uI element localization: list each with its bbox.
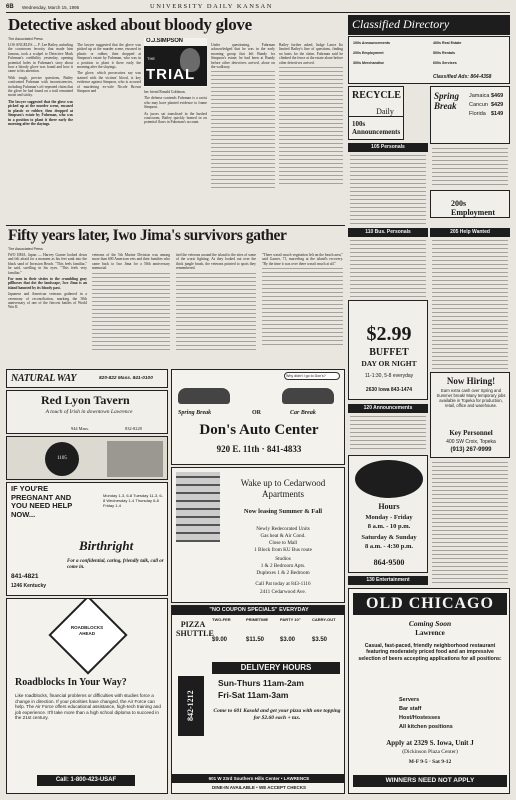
- personals-header: 105 Personals: [348, 143, 428, 152]
- dons-auto-ad[interactable]: [171, 369, 345, 465]
- ad-block-right: [107, 441, 163, 477]
- now-hiring-body: Earn extra cash over Spring and Summer break! Many temporary jobs available in Topeka for production, retail, office and warehouse.: [436, 388, 506, 408]
- story-divider: [6, 225, 345, 226]
- walk-in-ad[interactable]: [348, 455, 428, 573]
- walk-in-logo-icon: [355, 460, 423, 498]
- birthright-phone: 841-4821: [11, 573, 39, 580]
- story1-headline: Detective asked about bloody glove: [8, 15, 252, 34]
- help-wanted-header: 205 Help Wanted: [430, 228, 510, 237]
- story1-col1: [8, 43, 73, 223]
- story1-body7: As jurors sat transfixed in the hushed courtroom, Bailey quickly homed in on potential flaws in Fuhrman's account.: [144, 111, 207, 125]
- spring-row-1-place: Cancun: [469, 102, 488, 108]
- special-2-label: PARTY 10": [280, 617, 301, 622]
- key-personnel-ad[interactable]: [430, 372, 510, 458]
- story1-credit: The Associated Press: [8, 37, 43, 41]
- red-lyon-ad[interactable]: [6, 390, 168, 434]
- oj-trial-logo: [144, 38, 207, 87]
- dons-or: OR: [252, 410, 261, 416]
- announcements-120-lines: [350, 416, 426, 450]
- oj-logo-sub: THE: [147, 56, 155, 61]
- old-chicago-position-2: Host/Hostesses: [399, 715, 441, 721]
- announcements-header: [348, 116, 404, 140]
- cedarwood-feature-2: Close to Mall: [268, 540, 298, 546]
- old-chicago-apply-sub: (Dickinson Plaza Center): [402, 749, 458, 755]
- old-chicago-position-1: Bar staff: [399, 706, 422, 712]
- special-0-price: $9.00: [212, 637, 228, 643]
- pizza-buffet-line1: BUFFET: [369, 347, 409, 358]
- shuttle-dine: DINE-IN AVAILABLE • WE ACCEPT CHECKS: [211, 785, 307, 790]
- announcements-120-header: 120 Announcements: [348, 404, 428, 413]
- index-item-5[interactable]: 600s Services: [433, 61, 457, 65]
- now-hiring-title: Now Hiring!: [446, 376, 496, 386]
- now-hiring-address: 400 SW Croix, Topeka: [446, 439, 496, 445]
- story1-body2: With tough, precise questions, Bailey confronted Fuhrman with inconsistencies, including Fuhrman's oft-repeated claim that the glove he had found on a trail remained moist and sticky.: [8, 75, 73, 98]
- story2-col4: [262, 253, 343, 366]
- birthright-address: 1246 Kentucky: [11, 583, 47, 589]
- story1-body5: her friend Ronald Goldman.: [144, 90, 186, 94]
- pizza-buffet-hours: 11-1:30, 5-8 everyday: [364, 373, 414, 379]
- bus-personals-lines: [350, 240, 426, 300]
- building-icon: [176, 472, 220, 542]
- page-date: Wednesday, March 15, 1995: [22, 5, 80, 10]
- shuttle-phone: 842-1212: [178, 676, 204, 736]
- employment-title: 200s Employment: [451, 199, 495, 217]
- special-3-price: $3.50: [312, 637, 328, 643]
- walk-in-weekend-hours: 8 a.m. - 4:30 p.m.: [364, 543, 414, 550]
- now-hiring-phone: (913) 267-9999: [450, 447, 492, 453]
- oj-logo-main: TRIAL: [146, 66, 196, 83]
- spring-row-0-place: Jamaica: [469, 93, 490, 99]
- special-1-price: $11.50: [246, 637, 265, 643]
- story2-credit: The Associated Press: [8, 247, 43, 251]
- story1-body6: The defense contends Fuhrman is a racist who may have planted evidence to frame Simpson.: [144, 96, 207, 110]
- pizza-buffet-phone: 2630 Iowa 843-1474: [365, 387, 413, 393]
- birthright-info: For a confidential, caring, friendly talk, call or come in.: [67, 559, 164, 570]
- ad-badge-1105: 1105: [45, 442, 79, 476]
- old-chicago-body: Casual, fast-paced, friendly neighborhood restaurant featuring moderately priced food and an impressive selection of beers accepting applications for all positions:: [358, 643, 502, 662]
- pizza-buffet-ad[interactable]: [348, 300, 428, 400]
- red-lyon-address: 944 Mass.: [71, 426, 90, 431]
- red-lyon-name: Red Lyon Tavern: [41, 393, 130, 407]
- dons-car-break: Car Break: [290, 410, 316, 416]
- special-3-label: CARRY-OUT: [312, 617, 336, 622]
- dons-phone: 920 E. 11th · 841-4833: [216, 444, 302, 454]
- classified-title: Classified Directory: [352, 17, 450, 31]
- story1-body3: The lawyer suggested that the glove was picked up at the murder scene, encased in plastic or rubber, then dropped at Simpson's estate by Fuhrman, who was in a position to plant it there early the morning after the slayings.: [8, 99, 73, 126]
- spring-break-fineprint: [432, 148, 508, 188]
- spring-row-0-price: $469: [491, 93, 504, 99]
- pizza-buffet-line2: DAY OR NIGHT: [361, 359, 417, 368]
- cedarwood-ad[interactable]: [171, 467, 345, 603]
- entertainment-header: 130 Entertainment: [348, 576, 428, 585]
- story2-col4-text: "There wasn't much vegetation left on the beach area," said Garner, 71, marveling at the island's recovery. "By the time it was over there wasn't much at all.": [262, 253, 343, 266]
- cedarwood-feature-3: 1 Block from KU Bus route: [254, 547, 312, 553]
- red-lyon-phone: 832-8228: [125, 426, 142, 431]
- shuttle-coupon-banner: "NO COUPON SPECIALS" EVERYDAY: [172, 606, 345, 615]
- story1-col3: [211, 43, 275, 223]
- bus-personals-header: 110 Bus. Personals: [348, 228, 428, 237]
- roadblock-headline: Roadblocks In Your Way?: [15, 677, 127, 688]
- walk-in-weekday: Monday - Friday: [365, 514, 413, 521]
- index-item-1[interactable]: 200s Employment: [353, 51, 384, 55]
- shuttle-hours-1: Fri-Sat 11am-3am: [218, 690, 289, 700]
- help-wanted-lines: [432, 240, 508, 370]
- cedarwood-feature-0: Newly Redecorated Units: [256, 526, 310, 532]
- story2-col4-lines: [262, 268, 343, 348]
- recycle-paper: Daily: [376, 107, 394, 116]
- employment-header: [430, 190, 510, 218]
- natural-way-ad[interactable]: [6, 369, 168, 388]
- story1-col4: [279, 43, 343, 223]
- old-chicago-ad[interactable]: [348, 588, 510, 794]
- cedarwood-feature-7: Call Pat today at 843-1116: [255, 581, 311, 587]
- shuttle-name: PIZZA SHUTTLE: [176, 620, 214, 638]
- story2-body3: Japanese and American veterans gathered in a ceremony of reconciliation, marking the 50th anniversary of one of the fiercest battles of World War II.: [8, 292, 87, 310]
- roadblock-sign-icon: [48, 598, 127, 675]
- air-force-cta[interactable]: Call: 1-800-423-USAF: [37, 775, 135, 786]
- walk-in-weekday-hours: 8 a.m. - 10 p.m.: [367, 523, 411, 530]
- index-item-3[interactable]: 400s Real Estate: [433, 41, 462, 45]
- story2-col3-lines: [176, 273, 256, 353]
- story2-col2-text: veterans of the 5th Marine Division was among more than 600 American vets and their families who came back to Iwo Jima for a 50th anniversary memorial.: [92, 253, 170, 271]
- special-0-label: TWO-FER: [212, 617, 231, 622]
- cedarwood-feature-4: Studios: [275, 556, 291, 562]
- old-chicago-footer: WINNERS NEED NOT APPLY: [353, 775, 507, 787]
- story1-col2b: [144, 90, 207, 223]
- index-item-0[interactable]: 100s Announcements: [353, 41, 391, 45]
- story1-col4-lines: [279, 67, 343, 187]
- old-chicago-coming: Coming Soon: [408, 619, 452, 628]
- recycle-word: RECYCLE: [352, 90, 401, 101]
- air-force-ad[interactable]: [6, 598, 168, 794]
- walk-in-weekend: Saturday & Sunday: [361, 534, 417, 541]
- cedarwood-feature-5: 1 & 2 Bedroom Apts.: [260, 563, 306, 569]
- story1-col3-lines: [211, 71, 275, 191]
- dons-name: Don's Auto Center: [199, 422, 319, 438]
- story1-col3-text: Under questioning, Fuhrman acknowledged that he was in the early morning group that left Bundy for Simpson's estate; he had been at Bundy before other detectives arrived, alone on the walkway.: [211, 43, 275, 70]
- dons-spring-break: Spring Break: [178, 410, 212, 416]
- story2-col1: [8, 253, 87, 366]
- oj-logo-name: O.J.SIMPSON: [146, 38, 183, 44]
- story2-lede: IWO JIMA, Japan — Harvey Garner looked down and felt afraid for a moment as his feet sank into the black sand of Invasion Beach. "This feels familiar," he said, swelling in his eyes. "This feels very familiar.": [8, 253, 87, 275]
- oj-logo-panel: [144, 46, 207, 86]
- roadblock-badge: ROADBLOCKS AHEAD: [70, 625, 104, 636]
- birthright-hours: Monday 1-3, 6-8 Tuesday 11-3, 6-8 Wednesday 1-4 Thursday 6-8 Friday 1-4: [103, 493, 163, 508]
- roadblock-body: Like roadblocks, financial problems or difficulties with studies force a change in direction. If your priorities have changed, the Air Force can help. The Air Force offers educational assistance, high-tech training and job experience. It'll take more than a high school diploma to succeed in the 21st century.: [15, 693, 161, 721]
- spring-break-title: Spring Break: [434, 91, 460, 111]
- pizza-shuttle-ad[interactable]: [171, 605, 345, 794]
- car-icon-right: [282, 388, 334, 404]
- walk-in-phone: 864-9500: [373, 558, 405, 567]
- special-2-price: $3.00: [280, 637, 296, 643]
- shuttle-promo: Come to 601 Kasold and get your pizza with one topping for $2.60 each + tax.: [213, 708, 341, 721]
- spring-row-1-price: $429: [491, 102, 504, 108]
- mid-ads-strip: [6, 436, 168, 480]
- story1-body3b: The lawyer suggested that the glove was picked up at the murder scene, encased in plastic or rubber, then dropped at Simpson's estate by Fuhrman, who was in a position to plant it there early the morning after the slayings.: [77, 43, 141, 70]
- shuttle-specials: [212, 617, 344, 647]
- spring-break-ad[interactable]: [430, 86, 510, 144]
- old-chicago-apply: Apply at 2329 S. Iowa, Unit J: [386, 739, 474, 747]
- car-icon-left: [178, 388, 230, 404]
- shuttle-hours-title: DELIVERY HOURS: [212, 662, 340, 674]
- birthright-headline: IF YOU'RE PREGNANT AND YOU NEED HELP NOW...: [11, 484, 73, 519]
- cedarwood-feature-1: Gas heat & Air Cond.: [260, 533, 306, 539]
- announcements-title: 100s Announcements: [352, 120, 401, 136]
- now-hiring-company: Key Personnel: [449, 429, 493, 437]
- cedarwood-headline: Wake up to Cedarwood Apartments: [240, 478, 326, 499]
- natural-way-name: NATURAL WAY: [11, 373, 77, 384]
- cedarwood-leasing: Now leasing Summer & Fall: [243, 508, 323, 515]
- cedarwood-feature-8: 2411 Cedarwood Ave.: [260, 589, 306, 595]
- story2-col3-text: tied the veterans around the island to the sites of some of the worst fighting. As they looked out over the thick jungle brush, the veterans pointed to spots they remembered.: [176, 253, 256, 271]
- story2-headline: Fifty years later, Iwo Jima's survivors gather: [8, 227, 287, 244]
- classified-index: [348, 36, 510, 84]
- story1-body4: The glove, which prosecutors say was stained with the victims' blood, is key evidence against Simpson, who is accused of murdering ex-wife Nicole Brown Simpson and: [77, 71, 141, 94]
- index-item-4[interactable]: 500s Rentals: [433, 51, 455, 55]
- story1-col2: [77, 43, 141, 223]
- old-chicago-name: OLD CHICAGO: [353, 593, 507, 615]
- story2-col3: [176, 253, 256, 366]
- classified-tagline: Classified Ads: 864-4358: [433, 74, 492, 80]
- old-chicago-position-0: Servers: [399, 697, 420, 703]
- dons-bubble: Why didn't I go to Don's?: [284, 372, 340, 380]
- pizza-buffet-price: $2.99: [366, 323, 412, 345]
- birthright-ad[interactable]: [6, 482, 168, 596]
- shuttle-hours-0: Sun-Thurs 11am-2am: [218, 678, 304, 688]
- masthead: UNIVERSITY DAILY KANSAN: [150, 3, 273, 10]
- birthright-brand: Birthright: [79, 538, 134, 553]
- cedarwood-feature-6: Duplexes 1 & 2 Bedroom: [256, 570, 310, 576]
- spring-row-2-price: $149: [491, 111, 504, 117]
- old-chicago-hours: M-F 9-5 · Sat 9-12: [408, 759, 452, 765]
- special-1-label: PRIMETIME: [246, 617, 269, 622]
- story2-col2: [92, 253, 170, 366]
- page-number: 6B: [6, 4, 14, 10]
- story1-lede: LOS ANGELES — F. Lee Bailey, unfurling the courtroom ferocity that made him famous, took a scalpel to Detective Mark Fuhrman's credibility yesterday, opening potential holes in Fuhrman's story about how a bloody glove was found and how it came to his attention.: [8, 43, 73, 74]
- walk-in-hours-title: Hours: [378, 502, 400, 511]
- story2-col2-lines: [92, 273, 170, 353]
- natural-way-phone: 820-822 Mass. 841-0100: [99, 376, 153, 381]
- old-chicago-city: Lawrence: [415, 629, 445, 637]
- shuttle-address: 601 W 23rd Southern Hills Center • LAWRENCE: [172, 774, 345, 783]
- old-chicago-position-3: All kitchen positions: [399, 724, 453, 730]
- header-rule: [6, 12, 510, 13]
- red-lyon-tagline: A touch of Irish in downtown Lawrence: [45, 409, 133, 415]
- personals-lines: [350, 155, 426, 225]
- help-wanted-lines-2: [432, 462, 508, 584]
- spring-row-2-place: Florida: [469, 111, 486, 117]
- story1-col4-text: Bailey further asked, Judge Lance Ito limited Bailey's line of questions, finding no basis for the claim. Fuhrman said he climbed the fence at the estate alone before other detectives arrived.: [279, 43, 343, 65]
- story2-body2: For men in their sixties to the crumbling gray pillboxes that dot the landscape, Iwo Jima is an island haunted by its bloody past.: [8, 277, 87, 290]
- index-item-2[interactable]: 300s Merchandise: [353, 61, 384, 65]
